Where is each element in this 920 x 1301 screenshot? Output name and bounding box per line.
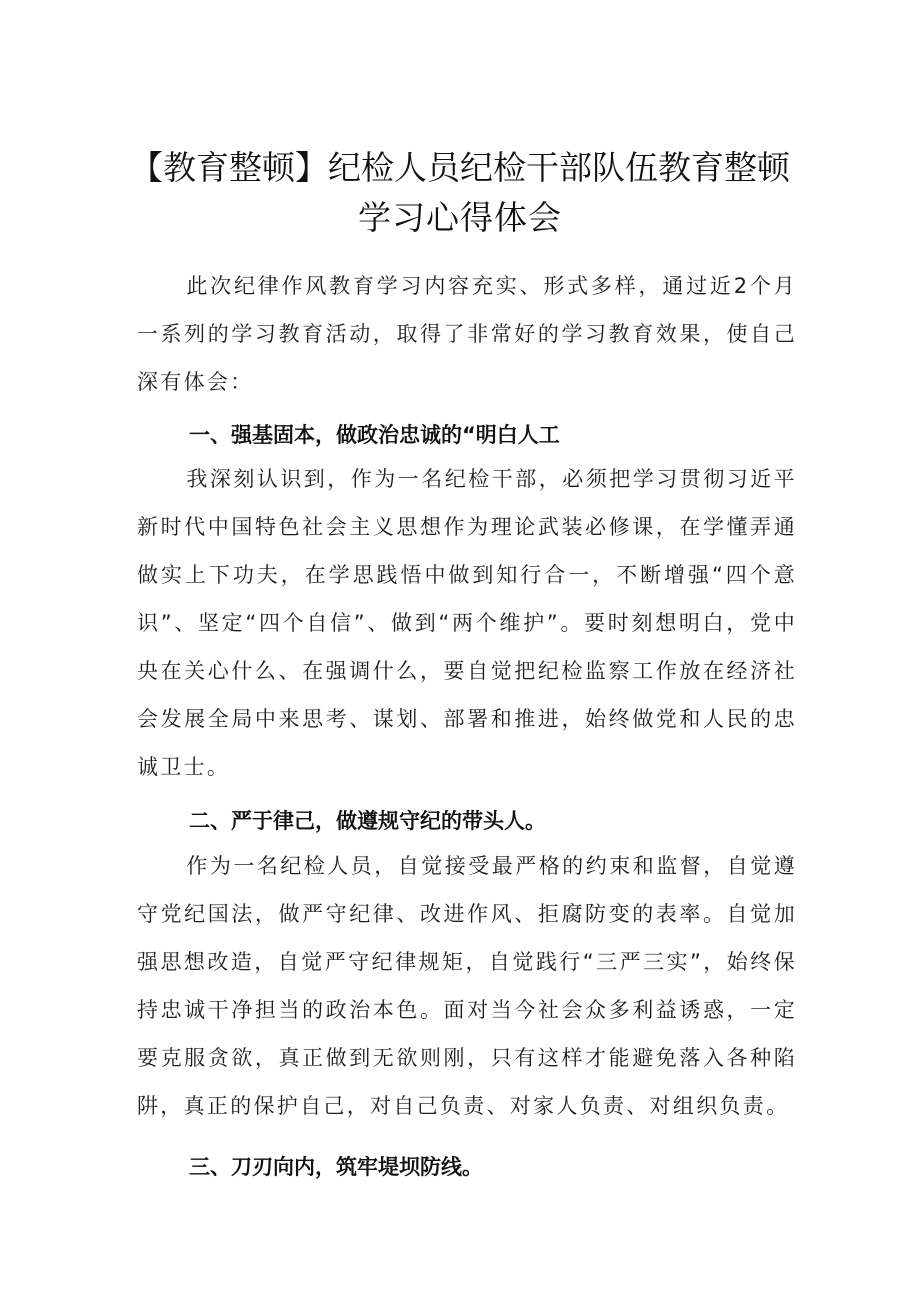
document-title-line-1: 【教育整顿】纪检人员纪检干部队伍教育整顿: [130, 148, 790, 187]
section-2-heading: 二、严于律己，做遵规守纪的带头人。: [189, 809, 546, 833]
section-2-paragraph: 作为一名纪检人员，自觉接受最严格的约束和监督，自觉遵守党纪国法，做严守纪律、改进作风、拒腐防变的表率。自觉加强思想改造，自觉严守纪律规矩，自觉践行“三严三实”，始终保持忠诚干净担当的政治本色。面对当今社会众多利益诱惑，一定要克服贪欲，真正做到无欲则刚，只有这样才能避免落入各种陷阱，真正的保护自己，对自己负责、对家人负责、对组织负责。: [137, 854, 797, 1118]
section-1-paragraph: 我深刻认识到，作为一名纪检干部，必须把学习贯彻习近平新时代中国特色社会主义思想作为理论武装必修课，在学懂弄通做实上下功夫，在学思践悟中做到知行合一，不断增强“四个意识”、坚定“四个自信”、做到“两个维护”。要时刻想明白，党中央在关心什么、在强调什么，要自觉把纪检监察工作放在经济社会发展全局中来思考、谋划、部署和推进，始终做党和人民的忠诚卫士。: [137, 467, 797, 779]
intro-paragraph: 此次纪律作风教育学习内容充实、形式多样，通过近2个月一系列的学习教育活动，取得了非常好的学习教育效果，使自己深有体会：: [137, 274, 797, 394]
section-1-heading: 一、强基固本，做政治忠诚的“明白人工: [189, 423, 560, 447]
document-title-line-2: 学习心得体会: [358, 198, 562, 237]
section-3-heading: 三、刀刃向内，筑牢堤坝防线。: [189, 1155, 483, 1179]
